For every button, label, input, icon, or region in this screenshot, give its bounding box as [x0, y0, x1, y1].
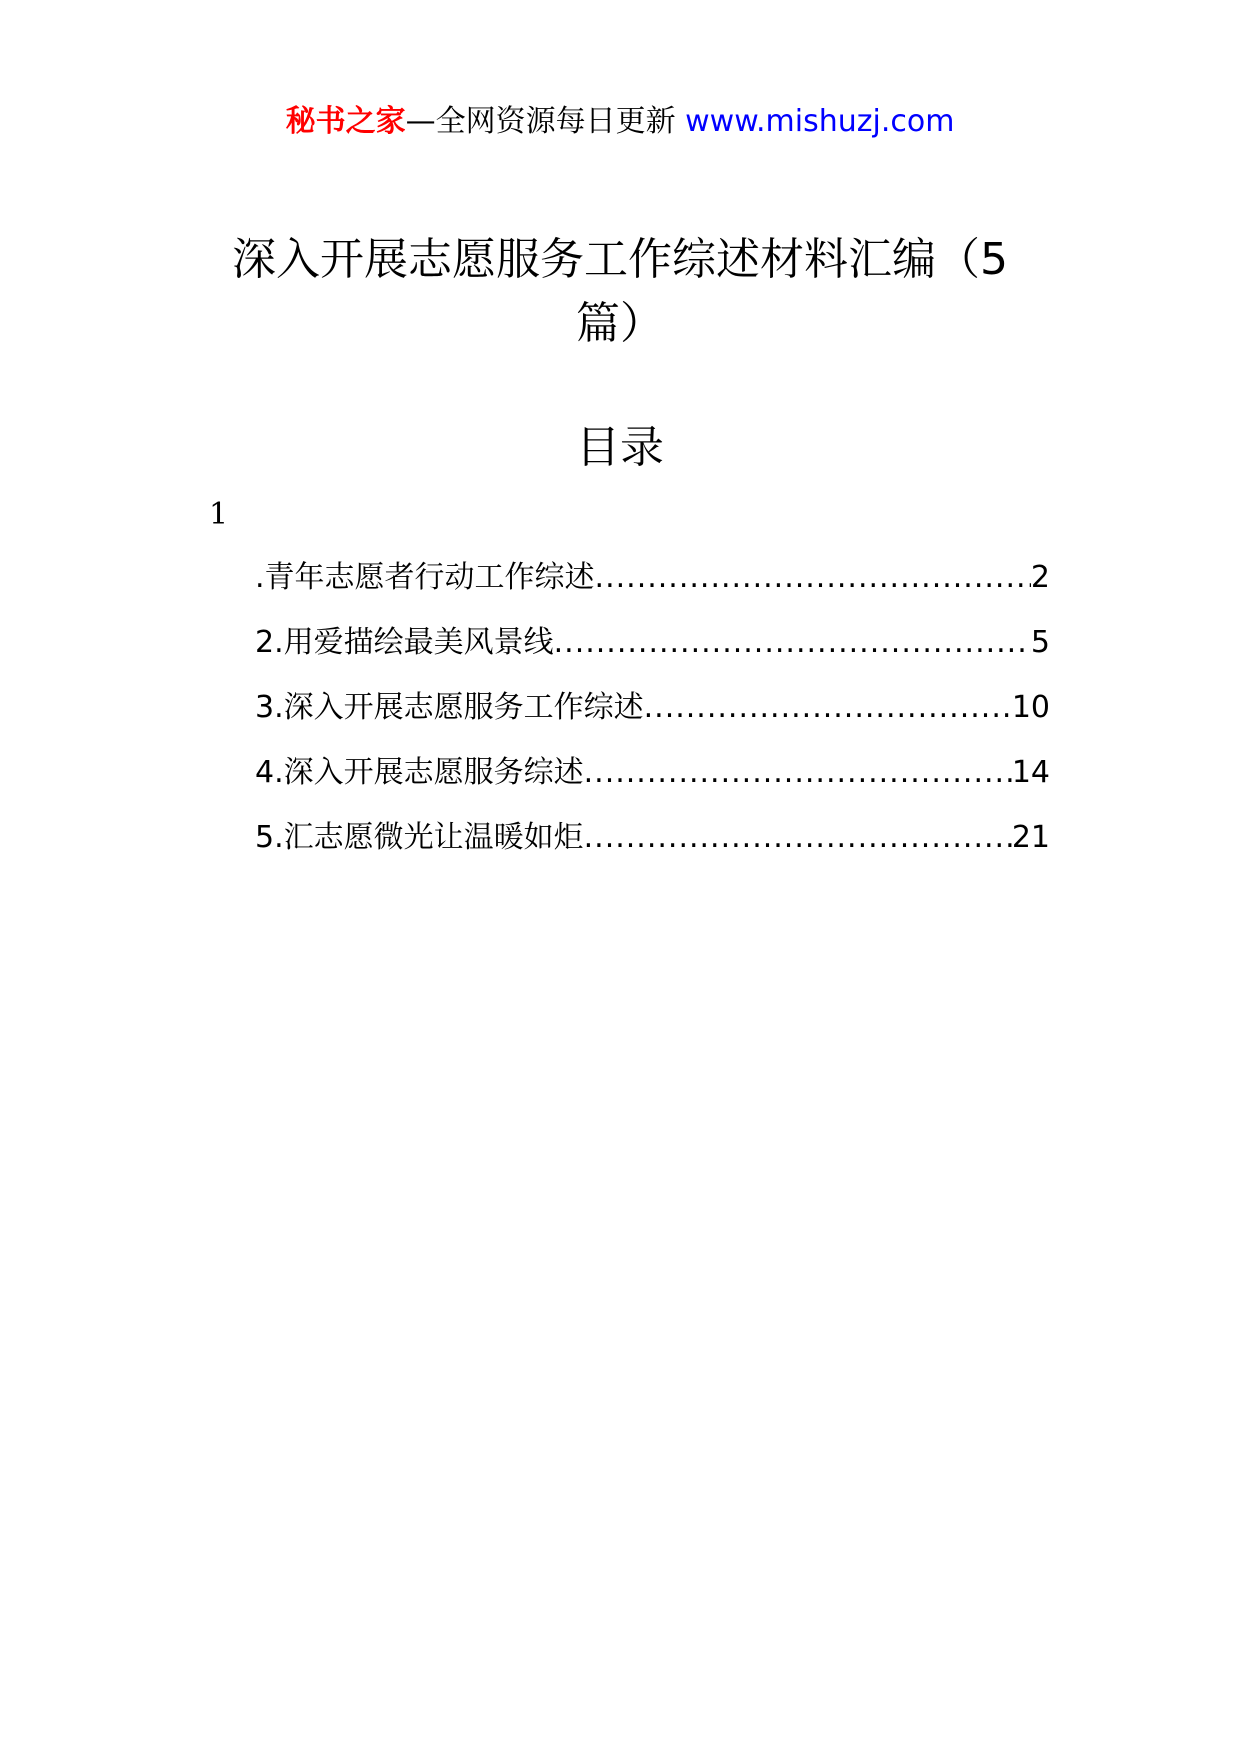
toc-item[interactable]: [255, 753, 1050, 818]
toc-item-page: 10: [1011, 690, 1050, 725]
toc-item[interactable]: [255, 818, 1050, 883]
toc-item-title: 5.汇志愿微光让温暖如炬: [255, 820, 584, 855]
toc-item-page: 5: [1030, 625, 1050, 660]
brand-name: 秘书之家: [285, 104, 406, 139]
stray-number: 1: [209, 497, 229, 532]
document-title-line1: 深入开展志愿服务工作综述材料汇编（5: [232, 234, 1008, 285]
toc-item-page: 14: [1011, 755, 1050, 790]
toc-dot-leader: [554, 623, 1031, 663]
site-url-link[interactable]: www.mishuzj.com: [685, 104, 955, 139]
toc-item-page: 21: [1011, 820, 1050, 855]
toc-dot-leader: [584, 753, 1012, 793]
document-title: [200, 228, 1040, 356]
toc-dot-leader: [584, 818, 1012, 858]
toc-item-title: .青年志愿者行动工作综述: [255, 560, 595, 595]
toc-item-title: 2.用爱描绘最美风景线: [255, 625, 554, 660]
toc-item[interactable]: [255, 623, 1050, 688]
toc-item[interactable]: [255, 558, 1050, 623]
site-tagline: —全网资源每日更新: [405, 104, 676, 139]
toc-dot-leader: [595, 558, 1031, 598]
toc-item-page: 2: [1030, 560, 1050, 595]
table-of-contents: [255, 558, 1050, 883]
document-title-line2: 篇）: [576, 298, 664, 349]
toc-item[interactable]: [255, 688, 1050, 753]
toc-heading: 目录: [576, 422, 664, 473]
site-header: [0, 102, 1240, 142]
toc-dot-leader: [644, 688, 1012, 728]
toc-item-title: 4.深入开展志愿服务综述: [255, 755, 584, 790]
toc-item-title: 3.深入开展志愿服务工作综述: [255, 690, 644, 725]
